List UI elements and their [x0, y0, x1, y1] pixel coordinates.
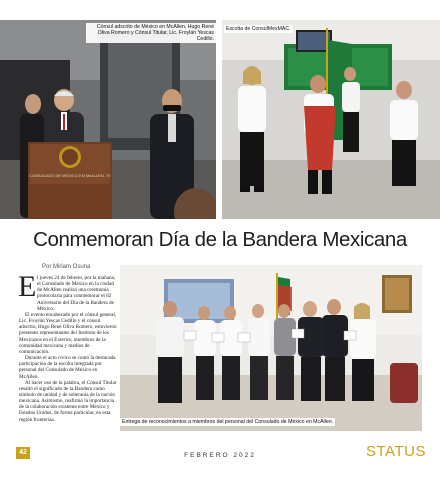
article-paragraph: Al hacer uso de la palabra, el Cónsul Titular resaltó el significado de la Bandera como símbolo de unidad y de soberanía de la nación mexicana. Asimismo, reafirmó la importancia de la colaboración existente entre México y Estados Unidos, de forma particular, en esta región fronteriza. — [19, 379, 117, 423]
page-number: 42 — [16, 447, 30, 459]
article-headline: Conmemoran Día de la Bandera Mexicana — [33, 228, 407, 251]
photo-honor-guard — [222, 20, 440, 219]
issue-month: FEBRERO 2022 — [184, 452, 256, 459]
magazine-name: STATUS — [366, 443, 426, 460]
photo-group-recognition-image — [120, 265, 422, 431]
photo-consuls-podium-image — [0, 20, 216, 219]
article-paragraph: l jueves 24 de febrero, por la mañana, el Consulado de México en la ciudad de McAllen realizó una ceremonia protocolaria para conmemorar el 82 Aniversario del Día de la Bandera de México. — [37, 275, 116, 312]
drop-cap: E — [18, 270, 37, 303]
caption-bottom: Entrega de reconocimientos a miembros del personal del Consulado de México en McAllen. — [122, 419, 334, 425]
photo-honor-guard-image — [222, 20, 440, 219]
podium-text: CONSULADO DE MÉXICO EN McALLEN, TX — [29, 173, 111, 178]
article-paragraph: El evento encabezado por el cónsul general, Lic. Froylán Yescas Cedillo y el cónsul adscrito, Hugo René Oliva Romero, estuvieron presentes representantes del Instituto de los Mexicanos en el Exterior, miembros de la comunidad mexicana y medios de comunicación. — [19, 311, 117, 355]
article-body — [19, 275, 118, 423]
caption-top-right: Escolta de ConsulMexMAC. — [226, 26, 291, 32]
photo-group-recognition — [120, 265, 422, 431]
caption-top-left: Cónsul adscrito de México en McAllen, Hugo René Oliva Romero y Cónsul Titular, Lic. Froylán Yescas Cedillo. — [86, 23, 216, 43]
photo-consuls-podium — [0, 20, 216, 219]
article-paragraph: Durante el acto cívico se contó la destacada participación de la escolta integrada por personal del Consulado de México en McAllen. — [19, 355, 116, 380]
byline: Por Miriam Osuna — [42, 264, 91, 270]
